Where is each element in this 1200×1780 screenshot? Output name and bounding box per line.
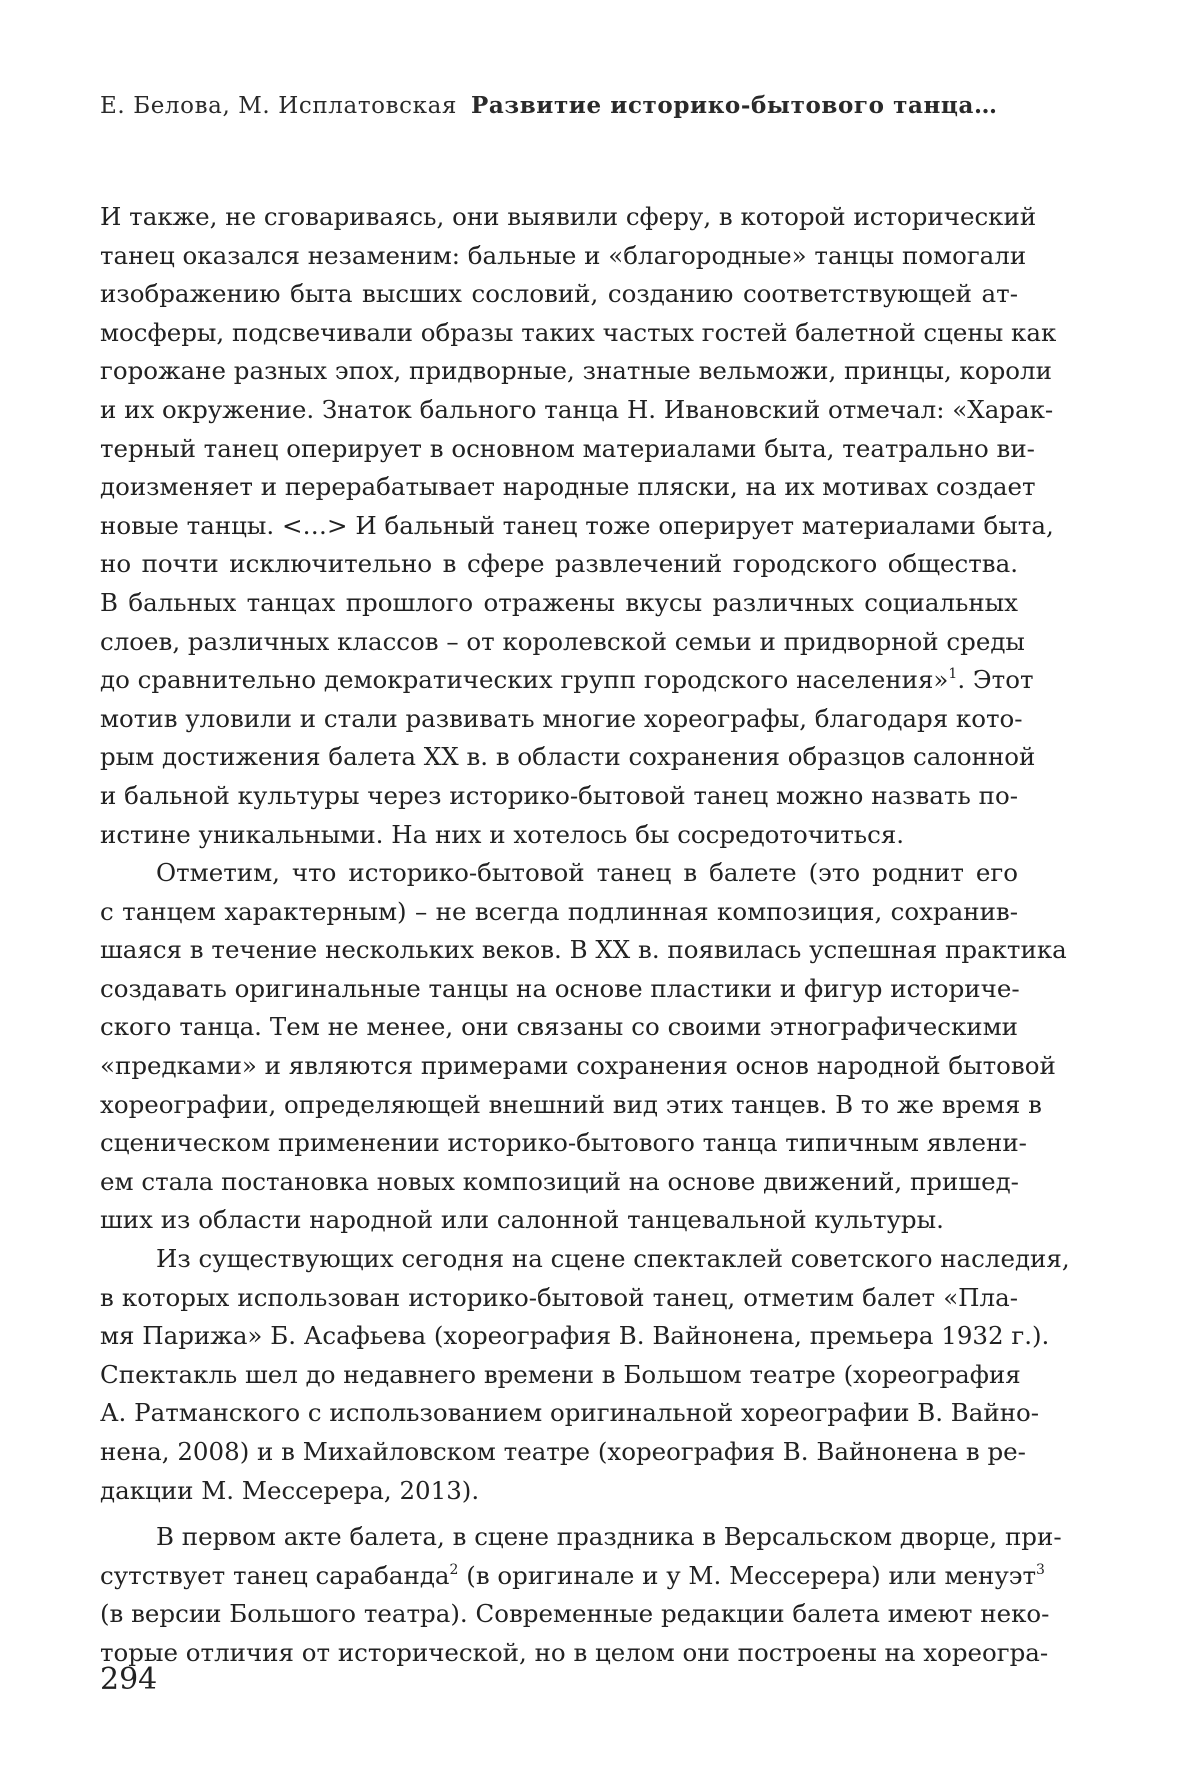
text-line: доизменяет и перерабатывает народные пляски, на их мотивах создает (100, 468, 1018, 507)
text-line: Отметим, что историко-бытовой танец в балете (это роднит его (100, 854, 1018, 893)
text-line: «предками» и являются примерами сохранения основ народной бытовой (100, 1047, 1018, 1086)
text-line: истине уникальными. На них и хотелось бы сосредоточиться. (100, 816, 1018, 855)
running-head (100, 92, 998, 119)
text-line: нена, 2008) и в Михайловском театре (хореография В. Вайнонена в ре- (100, 1433, 1018, 1472)
body-text (100, 198, 1018, 1673)
text-line: В первом акте балета, в сцене праздника в Версальском дворце, при- (100, 1518, 1018, 1557)
book-page (0, 0, 1200, 1780)
text-line: с танцем характерным) – не всегда подлинная композиция, сохранив- (100, 893, 1018, 932)
text-line: но почти исключительно в сфере развлечений городского общества. (100, 545, 1018, 584)
paragraph (100, 1240, 1018, 1510)
text-line: А. Ратманского с использованием оригинальной хореографии В. Вайно- (100, 1394, 1018, 1433)
text-line: новые танцы. <…> И бальный танец тоже оперирует материалами быта, (100, 507, 1018, 546)
paragraph (100, 854, 1018, 1240)
text-line: Спектакль шел до недавнего времени в Большом театре (хореография (100, 1356, 1018, 1395)
running-head-title: Развитие историко-бытового танца… (471, 92, 998, 119)
text-line: слоев, различных классов – от королевской семьи и придворной среды (100, 623, 1018, 662)
footnote-marker[interactable]: 1 (948, 666, 957, 682)
text-line: сутствует танец сарабанда2 (в оригинале и у М. Мессерера) или менуэт3 (100, 1557, 1018, 1596)
text-line: мя Парижа» Б. Асафьева (хореография В. Вайнонена, премьера 1932 г.). (100, 1317, 1018, 1356)
text-line: ского танца. Тем не менее, они связаны со своими этнографическими (100, 1008, 1018, 1047)
paragraph (100, 1518, 1018, 1672)
text-line: танец оказался незаменим: бальные и «благородные» танцы помогали (100, 237, 1018, 276)
text-line: горожане разных эпох, придворные, знатные вельможи, принцы, короли (100, 352, 1018, 391)
text-line: изображению быта высших сословий, созданию соответствующей ат- (100, 275, 1018, 314)
footnote-marker[interactable]: 3 (1036, 1562, 1045, 1578)
text-line: создавать оригинальные танцы на основе пластики и фигур историче- (100, 970, 1018, 1009)
text-line: ем стала постановка новых композиций на основе движений, пришед- (100, 1163, 1018, 1202)
text-line: шаяся в течение нескольких веков. В XX в. появилась успешная практика (100, 931, 1018, 970)
text-line: и бальной культуры через историко-бытовой танец можно назвать по- (100, 777, 1018, 816)
text-line: мотив уловили и стали развивать многие хореографы, благодаря кото- (100, 700, 1018, 739)
running-head-authors: Е. Белова, М. Исплатовская (100, 93, 457, 119)
text-line: сценическом применении историко-бытового танца типичным явлени- (100, 1124, 1018, 1163)
text-line: торые отличия от исторической, но в целом они построены на хореогра- (100, 1634, 1018, 1673)
text-line: терный танец оперирует в основном материалами быта, театрально ви- (100, 430, 1018, 469)
text-line: дакции М. Мессерера, 2013). (100, 1472, 1018, 1511)
footnote-marker[interactable]: 2 (450, 1562, 459, 1578)
page-number: 294 (100, 1662, 157, 1697)
text-line: ших из области народной или салонной танцевальной культуры. (100, 1201, 1018, 1240)
text-line: Из существующих сегодня на сцене спектаклей советского наследия, (100, 1240, 1018, 1279)
text-line: в которых использован историко-бытовой танец, отметим балет «Пла- (100, 1279, 1018, 1318)
text-line: И также, не сговариваясь, они выявили сферу, в которой исторический (100, 198, 1018, 237)
text-line: мосферы, подсвечивали образы таких частых гостей балетной сцены как (100, 314, 1018, 353)
text-line: В бальных танцах прошлого отражены вкусы различных социальных (100, 584, 1018, 623)
text-line: до сравнительно демократических групп городского населения»1. Этот (100, 661, 1018, 700)
text-line: рым достижения балета XX в. в области сохранения образцов салонной (100, 738, 1018, 777)
text-line: (в версии Большого театра). Современные редакции балета имеют неко- (100, 1595, 1018, 1634)
text-line: хореографии, определяющей внешний вид этих танцев. В то же время в (100, 1086, 1018, 1125)
paragraph (100, 198, 1018, 854)
text-line: и их окружение. Знаток бального танца Н. Ивановский отмечал: «Харак- (100, 391, 1018, 430)
